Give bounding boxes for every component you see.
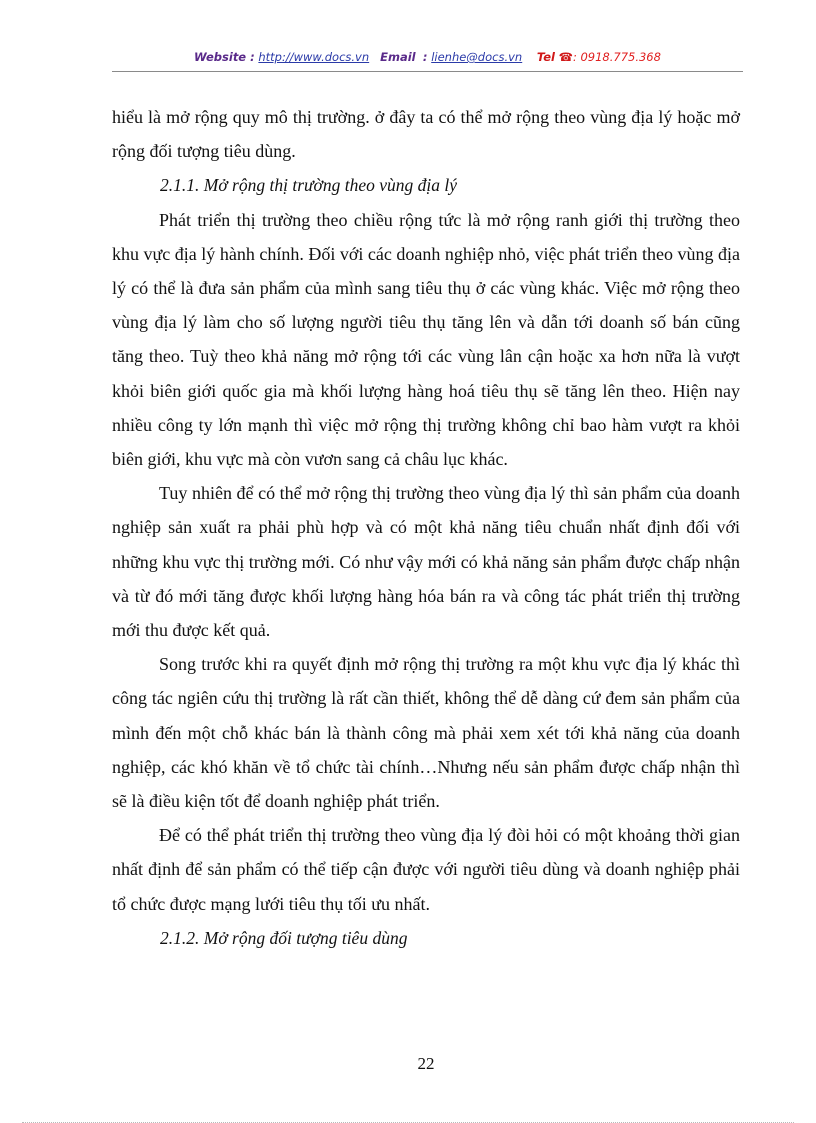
email-label: Email [380,50,416,64]
paragraph-3: Tuy nhiên để có thể mở rộng thị trường theo vùng địa lý thì sản phẩm của doanh nghiệp sản xuất ra phải phù hợp và có một khả năng tiêu chuẩn nhất định đối với những khu vực thị trường mới. Có như vậy mới có khả năng sản phẩm được chấp nhận và từ đó mới tăng được khối lượng hàng hóa bán ra và công tác phát triển thị trường mới thu được kết quả. [112,483,740,641]
phone-number: : 0918.775.368 [572,50,661,64]
section-heading-2-1-1: 2.1.1. Mở rộng thị trường theo vùng địa lý [160,175,458,196]
section-heading-2-1-2: 2.1.2. Mở rộng đối tượng tiêu dùng [160,927,408,948]
email-link[interactable]: lienhe@docs.vn [431,50,523,64]
tel-label: Tel [536,50,555,64]
website-link[interactable]: http://www.docs.vn [258,50,370,64]
paragraph-5: Để có thể phát triển thị trường theo vùng địa lý đòi hỏi có một khoảng thời gian nhất định để sản phẩm có thể tiếp cận được với người tiêu dùng và doanh nghiệp phải tổ chức được mạng lưới tiêu thụ tối ưu nhất. [112,825,740,914]
document-body [112,100,740,955]
phone-icon: ☎ [558,50,573,64]
page-header [112,50,743,64]
page-number: 22 [417,1054,435,1073]
paragraph-4: Song trước khi ra quyết định mở rộng thị trường ra một khu vực địa lý khác thì công tác ngiên cứu thị trường là rất cần thiết, không thể dễ dàng cứ đem sản phẩm của mình đến một chỗ khác bán là thành công mà phải xem xét tới khả năng của doanh nghiệp, các khó khăn về tổ chức tài chính…Nhưng nếu sản phẩm được chấp nhận thì sẽ là điều kiện tốt để doanh nghiệp phát triển. [112,654,740,812]
header-divider [112,71,743,72]
paragraph-1: hiểu là mở rộng quy mô thị trường. ở đây ta có thể mở rộng theo vùng địa lý hoặc mở rộng đối tượng tiêu dùng. [112,107,740,162]
website-label: Website : [194,50,255,64]
email-separator: : [422,50,428,64]
paragraph-2: Phát triển thị trường theo chiều rộng tức là mở rộng ranh giới thị trường theo khu vực địa lý hành chính. Đối với các doanh nghiệp nhỏ, việc phát triển theo vùng địa lý có thể là đưa sản phẩm của mình sang tiêu thụ ở các vùng khác. Việc mở rộng theo vùng địa lý làm cho số lượng người tiêu thụ tăng lên và dẫn tới doanh số bán cũng tăng theo. Tuỳ theo khả năng mở rộng tới các vùng lân cận hoặc xa hơn nữa là vượt khỏi biên giới quốc gia mà khối lượng hàng hoá tiêu thụ sẽ tăng lên theo. Hiện nay nhiều công ty lớn mạnh thì việc mở rộng thị trường không chỉ bao hàm vượt ra khỏi biên giới, khu vực mà còn vươn sang cả châu lục khác. [112,209,740,470]
